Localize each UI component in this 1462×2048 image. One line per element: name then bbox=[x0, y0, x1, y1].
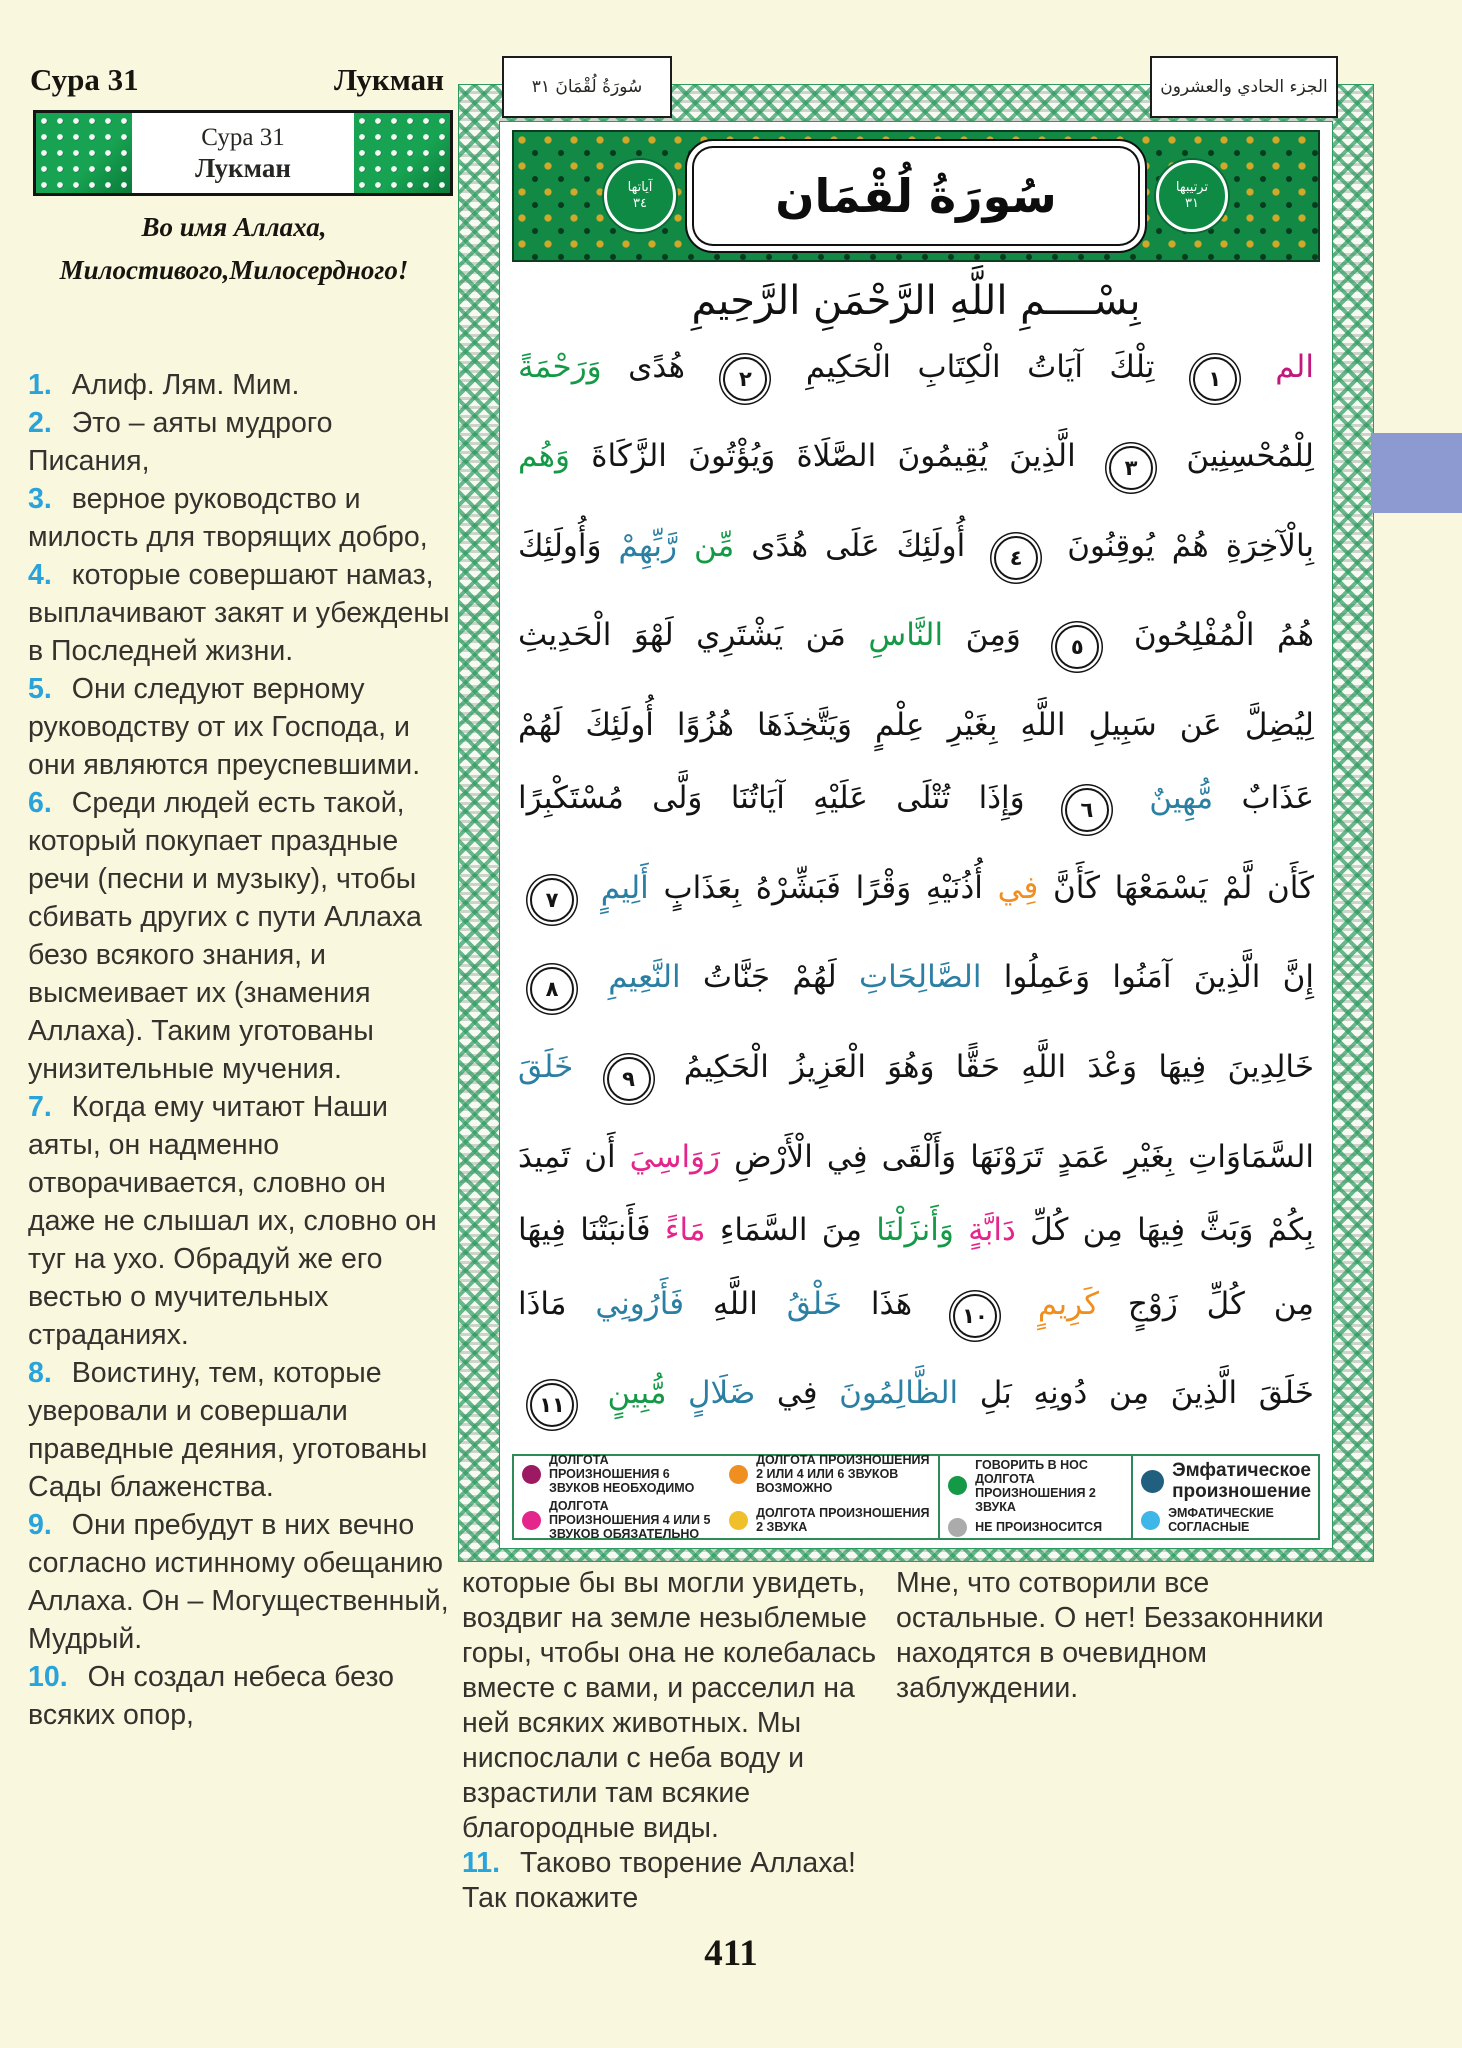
arabic-text: وَهُم bbox=[518, 438, 570, 475]
color-dot-icon bbox=[1141, 1470, 1164, 1493]
arabic-line bbox=[518, 870, 1314, 922]
arabic-text: لِلْمُحْسِنِينَ bbox=[1186, 438, 1314, 475]
sura-header-band bbox=[512, 130, 1320, 262]
verse-continuation: Мне, что сотворили все остальные. О нет! Беззаконники находятся в очевидном заблуждении. bbox=[896, 1567, 1324, 1704]
verse-number: 9. bbox=[28, 1509, 52, 1541]
arabic-text: وَمِنَ bbox=[965, 617, 1021, 654]
verse-number: 3. bbox=[28, 483, 52, 515]
arabic-text: فِي bbox=[776, 1375, 818, 1412]
legend-label: ДОЛГОТА ПРОИЗНОШЕНИЯ 2 ИЛИ 4 ИЛИ 6 ЗВУКОВ ВОЗМОЖНО bbox=[756, 1453, 930, 1495]
arabic-text: مَاءً bbox=[664, 1212, 706, 1249]
arabic-text: اللَّهِ bbox=[712, 1285, 758, 1322]
arabic-line bbox=[518, 349, 1314, 401]
arabic-text: أَن تَمِيدَ bbox=[518, 1138, 616, 1175]
arabic-text: الم bbox=[1275, 348, 1314, 385]
verse: 8. Воистину, тем, которые уверовали и совершали праведные деяния, уготованы Сады блаженства. bbox=[28, 1357, 428, 1503]
arabic-text: مِنَ السَّمَاءِ bbox=[719, 1212, 862, 1249]
verse-number: 5. bbox=[28, 673, 52, 705]
verse-number: 2. bbox=[28, 407, 52, 439]
header-sura-number: Сура 31 bbox=[30, 62, 139, 97]
arabic-text: لَهُمْ جَنَّاتُ bbox=[702, 959, 837, 996]
header-sura-name: Лукман bbox=[334, 62, 444, 97]
verse: 7. Когда ему читают Наши аяты, он надменно отворачивается, словно он даже не слышал их, словно он туг на ухо. Обрадуй же его вестью о мучительных страданиях. bbox=[28, 1091, 437, 1351]
verse: 1. Алиф. Лям. Мим. bbox=[28, 369, 300, 401]
verse-number: 10. bbox=[28, 1661, 68, 1693]
ayah-end-marker: ١ bbox=[1193, 357, 1237, 401]
color-dot-icon bbox=[729, 1511, 748, 1530]
legend-label: ЭМФАТИЧЕСКИЕ СОГЛАСНЫЕ bbox=[1168, 1506, 1274, 1534]
color-dot-icon bbox=[1141, 1511, 1160, 1530]
verse: 3. верное руководство и милость для творящих добро, bbox=[28, 483, 428, 553]
arabic-text: خَلَقَ الَّذِينَ مِن دُونِهِ بَلِ bbox=[979, 1375, 1314, 1412]
ayah-count-medallion: آياتها ٣٤ bbox=[604, 160, 676, 232]
arabic-text: فَأَرُونِي bbox=[595, 1285, 685, 1322]
arabic-line bbox=[518, 1049, 1314, 1101]
arabic-text: وَرَحْمَةً bbox=[518, 348, 602, 385]
bismillah-calligraphy: بِسْــــمِ اللَّهِ الرَّحْمَنِ الرَّحِيمِ bbox=[691, 278, 1141, 324]
color-dot-icon bbox=[948, 1476, 967, 1495]
bookmark-tab bbox=[1371, 433, 1462, 513]
arabic-text: النَّاسِ bbox=[868, 617, 944, 654]
arabic-text: رَّبِّهِمْ bbox=[618, 527, 678, 564]
legend-item bbox=[948, 1458, 1123, 1514]
sura-box-name: Лукман bbox=[195, 153, 291, 183]
translation-column-right bbox=[896, 1566, 1348, 1706]
arabic-text: مُّبِينٍ bbox=[607, 1375, 667, 1412]
arabic-text: وَأُولَئِكَ bbox=[518, 527, 602, 564]
arabic-text: أَلِيمٍ bbox=[600, 869, 649, 906]
legend-section-madd bbox=[514, 1453, 940, 1541]
legend-label: Эмфатическое произношение bbox=[1172, 1460, 1312, 1502]
arabic-text: هُدًى bbox=[628, 348, 685, 385]
arabic-text: وَإِذَا تُتْلَى عَلَيْهِ آيَاتُنَا وَلَّى مُسْتَكْبِرًا bbox=[518, 780, 1025, 817]
legend-item bbox=[522, 1453, 719, 1495]
arabic-line bbox=[518, 1286, 1314, 1338]
verse-number: 6. bbox=[28, 787, 52, 819]
ayah-end-marker: ١٠ bbox=[953, 1294, 997, 1338]
translation-column-middle bbox=[462, 1566, 892, 1916]
arabic-text: النَّعِيمِ bbox=[608, 959, 681, 996]
ayah-end-marker: ٩ bbox=[607, 1057, 651, 1101]
arabic-text: أُولَئِكَ عَلَى هُدًى bbox=[751, 527, 966, 564]
quran-page bbox=[499, 121, 1333, 1549]
arabic-text: الصَّالِحَاتِ bbox=[859, 959, 982, 996]
ayah-end-marker: ٤ bbox=[994, 536, 1038, 580]
floral-ornament-left bbox=[36, 113, 132, 193]
legend-label: НЕ ПРОИЗНОСИТСЯ bbox=[975, 1520, 1103, 1534]
arabic-text: فَأَنبَتْنَا فِيهَا bbox=[518, 1212, 651, 1249]
legend-section-emphatic bbox=[1133, 1456, 1319, 1538]
sura-name-tab: سُورَةُ لُقْمَانَ ٣١ bbox=[502, 56, 672, 118]
arabic-line bbox=[518, 617, 1314, 669]
arabic-text: ضَلَالٍ bbox=[687, 1375, 756, 1412]
verse: 10. Он создал небеса безо всяких опор, bbox=[28, 1661, 394, 1731]
ayah-end-marker: ١١ bbox=[530, 1383, 574, 1427]
color-dot-icon bbox=[948, 1518, 967, 1537]
verse-number: 4. bbox=[28, 559, 52, 591]
arabic-text: رَوَاسِيَ bbox=[629, 1138, 721, 1175]
arabic-text: خَالِدِينَ فِيهَا وَعْدَ اللَّهِ حَقًّا وَهُوَ الْعَزِيزُ الْحَكِيمُ bbox=[683, 1049, 1314, 1086]
arabic-text: مَاذَا bbox=[518, 1285, 567, 1322]
legend-item bbox=[522, 1499, 719, 1541]
legend-label: ДОЛГОТА ПРОИЗНОШЕНИЯ 2 ЗВУКА bbox=[756, 1506, 930, 1534]
arabic-verse-lines bbox=[512, 328, 1320, 1448]
arabic-text: أُذُنَيْهِ وَقْرًا فَبَشِّرْهُ بِعَذَابٍ bbox=[663, 869, 983, 906]
arabic-text: مِّن bbox=[694, 527, 735, 564]
sura-title-box bbox=[33, 110, 453, 196]
legend-item bbox=[948, 1518, 1123, 1537]
arabic-text: خَلَقَ bbox=[518, 1049, 574, 1086]
translation-column-left bbox=[28, 366, 452, 1734]
legend-label: ДОЛГОТА ПРОИЗНОШЕНИЯ 6 ЗВУКОВ НЕОБХОДИМО bbox=[549, 1453, 695, 1495]
arabic-text: كَرِيمٍ bbox=[1037, 1285, 1099, 1322]
ayah-end-marker: ٣ bbox=[1109, 446, 1153, 490]
legend-item bbox=[729, 1499, 930, 1541]
ayah-end-marker: ٢ bbox=[723, 357, 767, 401]
legend-label: ДОЛГОТА ПРОИЗНОШЕНИЯ 4 ИЛИ 5 ЗВУКОВ ОБЯЗАТЕЛЬНО bbox=[549, 1499, 711, 1541]
arabic-line bbox=[518, 1212, 1314, 1248]
arabic-text: إِنَّ الَّذِينَ آمَنُوا وَعَمِلُوا bbox=[1003, 959, 1315, 996]
verse-number: 1. bbox=[28, 369, 52, 401]
arabic-text: تِلْكَ آيَاتُ الْكِتَابِ الْحَكِيمِ bbox=[805, 348, 1155, 385]
arabic-text: كَأَن لَّمْ يَسْمَعْهَا كَأَنَّ bbox=[1052, 869, 1314, 906]
arabic-line bbox=[518, 959, 1314, 1011]
arabic-text: السَّمَاوَاتِ بِغَيْرِ عَمَدٍ تَرَوْنَهَا وَأَلْقَى فِي الْأَرْضِ bbox=[734, 1138, 1315, 1175]
arabic-text: الَّذِينَ يُقِيمُونَ الصَّلَاةَ وَيُؤْتُونَ الزَّكَاةَ bbox=[591, 438, 1076, 475]
color-dot-icon bbox=[729, 1465, 748, 1484]
verse: 11. Таково творение Аллаха! Так покажите bbox=[462, 1847, 856, 1914]
arabic-text: دَابَّةٍ bbox=[968, 1212, 1016, 1249]
arabic-text: فِي bbox=[997, 869, 1039, 906]
ayah-end-marker: ٨ bbox=[530, 967, 574, 1011]
verse-number: 8. bbox=[28, 1357, 52, 1389]
color-dot-icon bbox=[522, 1511, 541, 1530]
ayah-end-marker: ٥ bbox=[1055, 625, 1099, 669]
arabic-text: الظَّالِمُونَ bbox=[839, 1375, 959, 1412]
sura-box-number: Сура 31 bbox=[201, 124, 285, 151]
arabic-text: هَذَا bbox=[870, 1285, 913, 1322]
legend-item bbox=[729, 1453, 930, 1495]
arabic-line bbox=[518, 438, 1314, 490]
arabic-line bbox=[518, 1139, 1314, 1175]
verse-continuation: которые бы вы могли увидеть, воздвиг на земле незыблемые горы, чтобы она не колебалась вместе с вами, и расселил на ней всяких животных. Мы ниспослали с неба воду и взрастили там всякие благородные виды. bbox=[462, 1567, 877, 1844]
arabic-text: وَأَنزَلْنَا bbox=[876, 1212, 954, 1249]
verse: 6. Среди людей есть такой, который покупает праздные речи (песни и музыку), чтобы сбивать других с пути Аллаха безо всякого знания, и высмеивает их (знамения Аллаха). Таким уготованы унизительные мучения. bbox=[28, 787, 422, 1085]
verse: 2. Это – аяты мудрого Писания, bbox=[28, 407, 333, 477]
ayah-end-marker: ٦ bbox=[1065, 788, 1109, 832]
sura-order-medallion: ترتيبها ٣١ bbox=[1156, 160, 1228, 232]
juz-name-tab: الجزء الحادي والعشرون bbox=[1150, 56, 1338, 118]
color-dot-icon bbox=[522, 1465, 541, 1484]
arabic-line bbox=[518, 1375, 1314, 1427]
sura-title-cartouche: سُورَةُ لُقْمَان bbox=[685, 139, 1147, 253]
legend-item bbox=[1141, 1460, 1311, 1502]
arabic-line bbox=[518, 780, 1314, 832]
arabic-text: خَلْقُ bbox=[786, 1285, 842, 1322]
arabic-text: لِيُضِلَّ عَن سَبِيلِ اللَّهِ بِغَيْرِ عِلْمٍ وَيَتَّخِذَهَا هُزُوًا أُولَئِكَ لَهُمْ bbox=[518, 706, 1314, 743]
legend-section-nasal bbox=[940, 1456, 1133, 1538]
page-number: 411 bbox=[704, 1933, 758, 1974]
basmala-russian: Во имя Аллаха, Милостивого,Милосердного! bbox=[59, 212, 409, 285]
arabic-text: هُمُ الْمُفْلِحُونَ bbox=[1133, 617, 1315, 654]
quran-page-frame bbox=[458, 84, 1374, 1562]
arabic-text: بِكُمْ وَبَثَّ فِيهَا مِن كُلِّ bbox=[1030, 1212, 1315, 1249]
arabic-text: عَذَابٌ bbox=[1241, 780, 1315, 817]
arabic-text: بِالْآخِرَةِ هُمْ يُوقِنُونَ bbox=[1067, 527, 1315, 564]
sura-title-text bbox=[132, 113, 354, 193]
arabic-text: مُّهِينٌ bbox=[1149, 780, 1214, 817]
arabic-text: مَن يَشْتَرِي لَهْوَ الْحَدِيثِ bbox=[518, 617, 846, 654]
legend-label: ГОВОРИТЬ В НОС ДОЛГОТА ПРОИЗНОШЕНИЯ 2 ЗВУКА bbox=[975, 1457, 1096, 1514]
verse-number: 7. bbox=[28, 1091, 52, 1123]
floral-ornament-right bbox=[354, 113, 450, 193]
verse-number: 11. bbox=[462, 1847, 501, 1879]
verse: 4. которые совершают намаз, выплачивают закят и убеждены в Последней жизни. bbox=[28, 559, 450, 667]
verse: 9. Они пребудут в них вечно согласно истинному обещанию Аллаха. Он – Могущественный, Мудрый. bbox=[28, 1509, 449, 1655]
arabic-text: مِن كُلِّ زَوْجٍ bbox=[1127, 1285, 1314, 1322]
arabic-line bbox=[518, 707, 1314, 743]
legend-item bbox=[1141, 1506, 1311, 1534]
russian-header bbox=[30, 62, 444, 98]
verse: 5. Они следуют верному руководству от их Господа, и они являются преуспевшими. bbox=[28, 673, 421, 781]
tajweed-legend bbox=[512, 1454, 1320, 1540]
ayah-end-marker: ٧ bbox=[530, 878, 574, 922]
arabic-line bbox=[518, 528, 1314, 580]
